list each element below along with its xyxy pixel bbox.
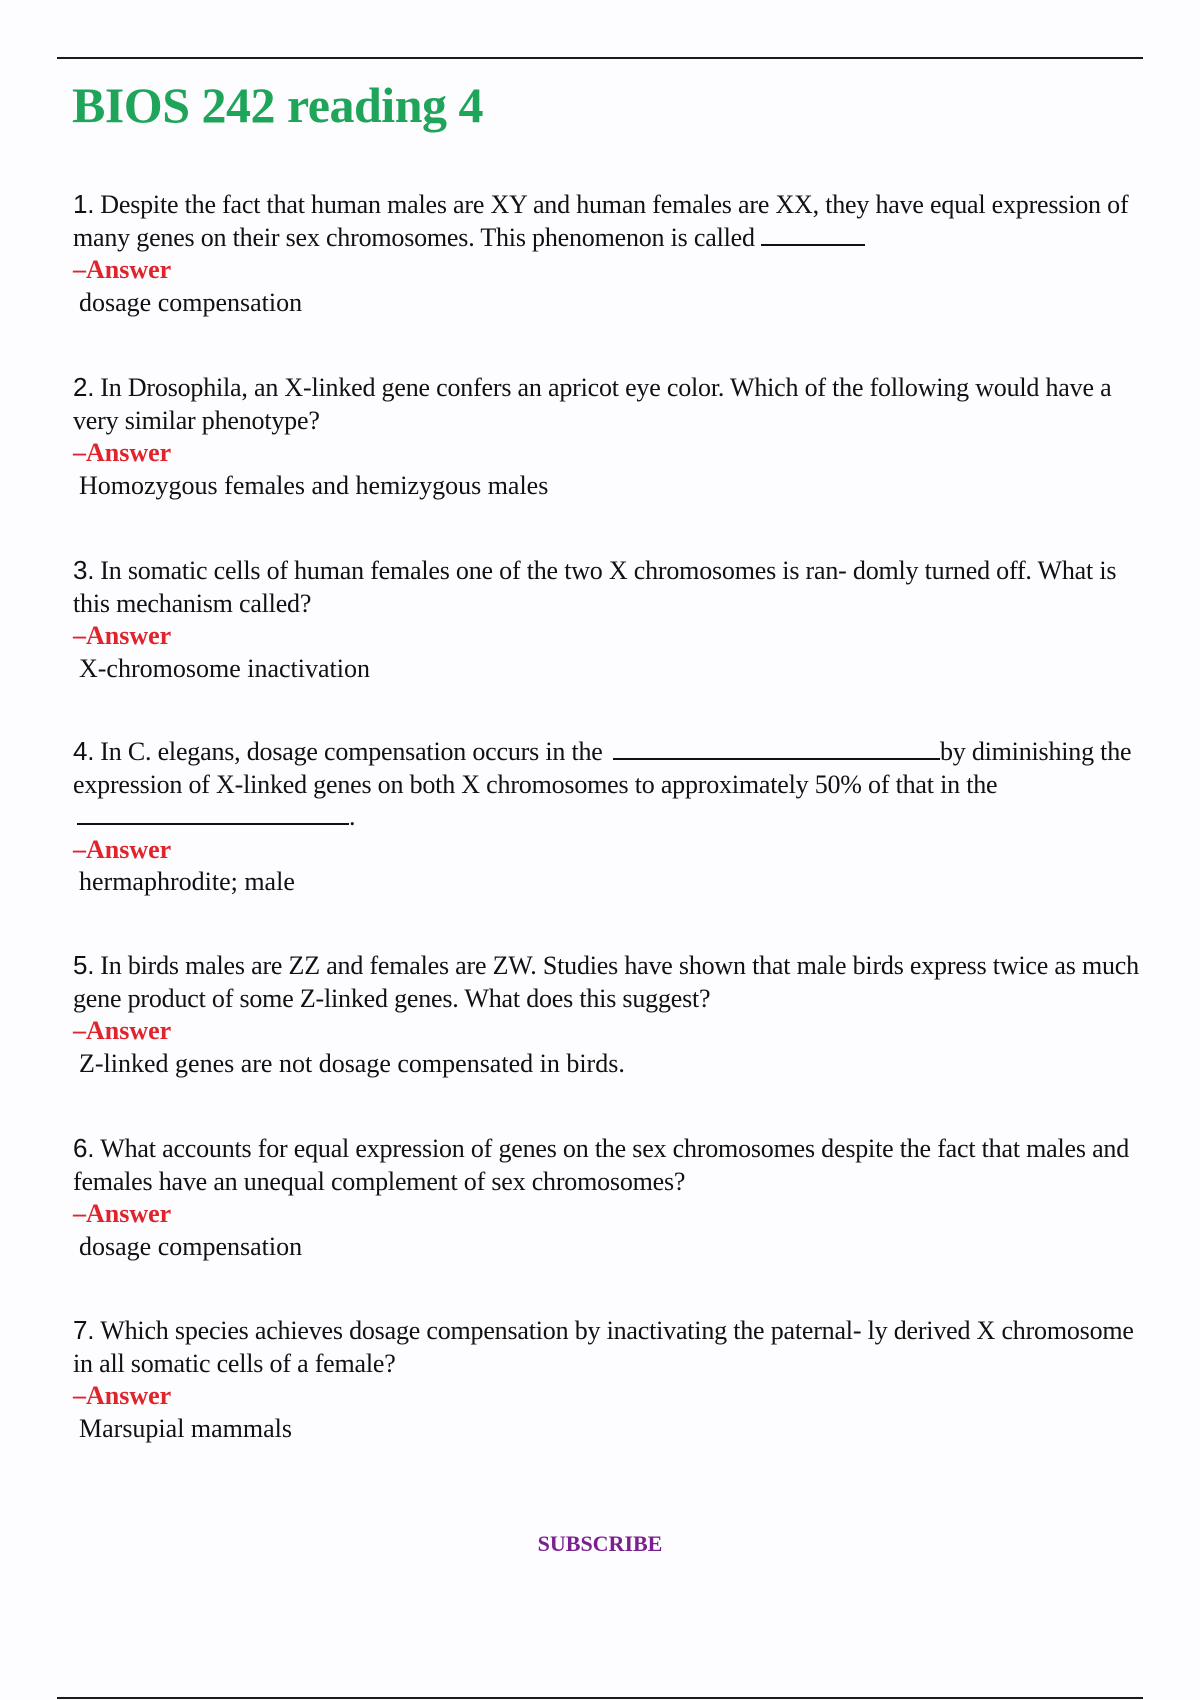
- question-body: Which species achieves dosage compensation by inactivating the paternal- ly derived X chromosome in all somatic cells of a female?: [73, 1316, 1134, 1378]
- question-block-2: [73, 371, 1153, 502]
- answer-label: –Answer: [73, 621, 172, 650]
- question-text: [73, 188, 1153, 254]
- question-block-5: [73, 949, 1153, 1080]
- answer-label: –Answer: [73, 255, 172, 284]
- answer-label: –Answer: [73, 1381, 172, 1410]
- question-number: 4.: [73, 736, 95, 766]
- question-number: 7.: [73, 1315, 95, 1345]
- question-block-3: [73, 554, 1153, 685]
- question-number: 1.: [73, 189, 95, 219]
- answer-text: dosage compensation: [79, 287, 303, 317]
- question-number: 2.: [73, 372, 95, 402]
- fill-in-blank: [77, 801, 349, 825]
- answer-text: dosage compensation: [79, 1231, 303, 1261]
- answer-text: Z-linked genes are not dosage compensated in birds.: [79, 1048, 625, 1078]
- answer-text: Marsupial mammals: [79, 1413, 293, 1443]
- question-text: [73, 949, 1153, 1015]
- answer-text: hermaphrodite; male: [79, 867, 295, 896]
- question-number: 3.: [73, 555, 95, 585]
- question-text: [73, 1132, 1153, 1198]
- question-text: [73, 554, 1153, 620]
- bottom-rule: [57, 1697, 1143, 1699]
- page-title: BIOS 242 reading 4: [72, 77, 483, 133]
- question-body: In somatic cells of human females one of the two X chromosomes is ran- domly turned off. What is this mechanism called?: [73, 556, 1117, 618]
- question-body: Despite the fact that human males are XY and human females are XX, they have equal expression of many genes on their sex chromosomes. This phenomenon is called: [73, 190, 1129, 252]
- question-body: In birds males are ZZ and females are ZW. Studies have shown that male birds express twice as much gene product of some Z-linked genes. What does this suggest?: [73, 951, 1139, 1013]
- question-body-part-2: by diminishing the expression of X-linked genes on both X chromosomes to approximately 50% of that in the: [73, 737, 1132, 799]
- subscribe-link[interactable]: SUBSCRIBE: [537, 1531, 663, 1556]
- question-block-7: [73, 1314, 1153, 1445]
- question-block-1: [73, 188, 1153, 319]
- question-number: 6.: [73, 1133, 95, 1163]
- fill-in-blank: [613, 736, 940, 760]
- answer-label: –Answer: [73, 1016, 172, 1045]
- question-text: [73, 1314, 1153, 1380]
- answer-label: –Answer: [73, 834, 172, 864]
- question-body: In Drosophila, an X-linked gene confers an apricot eye color. Which of the following would have a very similar phenotype?: [73, 373, 1112, 435]
- question-body-part-1: In C. elegans, dosage compensation occurs in the: [100, 737, 603, 766]
- answer-label: –Answer: [73, 438, 172, 467]
- answer-text: X-chromosome inactivation: [79, 653, 370, 683]
- question-text: [73, 735, 1153, 834]
- answer-label: –Answer: [73, 1199, 172, 1228]
- question-block-6: [73, 1132, 1153, 1263]
- question-number: 5.: [73, 950, 95, 980]
- answer-text: Homozygous females and hemizygous males: [79, 470, 549, 500]
- question-text: [73, 371, 1153, 437]
- fill-in-blank: [761, 222, 865, 246]
- question-body: What accounts for equal expression of genes on the sex chromosomes despite the fact that males and females have an unequal complement of sex chromosomes?: [73, 1134, 1130, 1196]
- question-body-part-3: .: [349, 802, 356, 831]
- question-block-4: [73, 735, 1153, 899]
- top-rule: [57, 57, 1143, 59]
